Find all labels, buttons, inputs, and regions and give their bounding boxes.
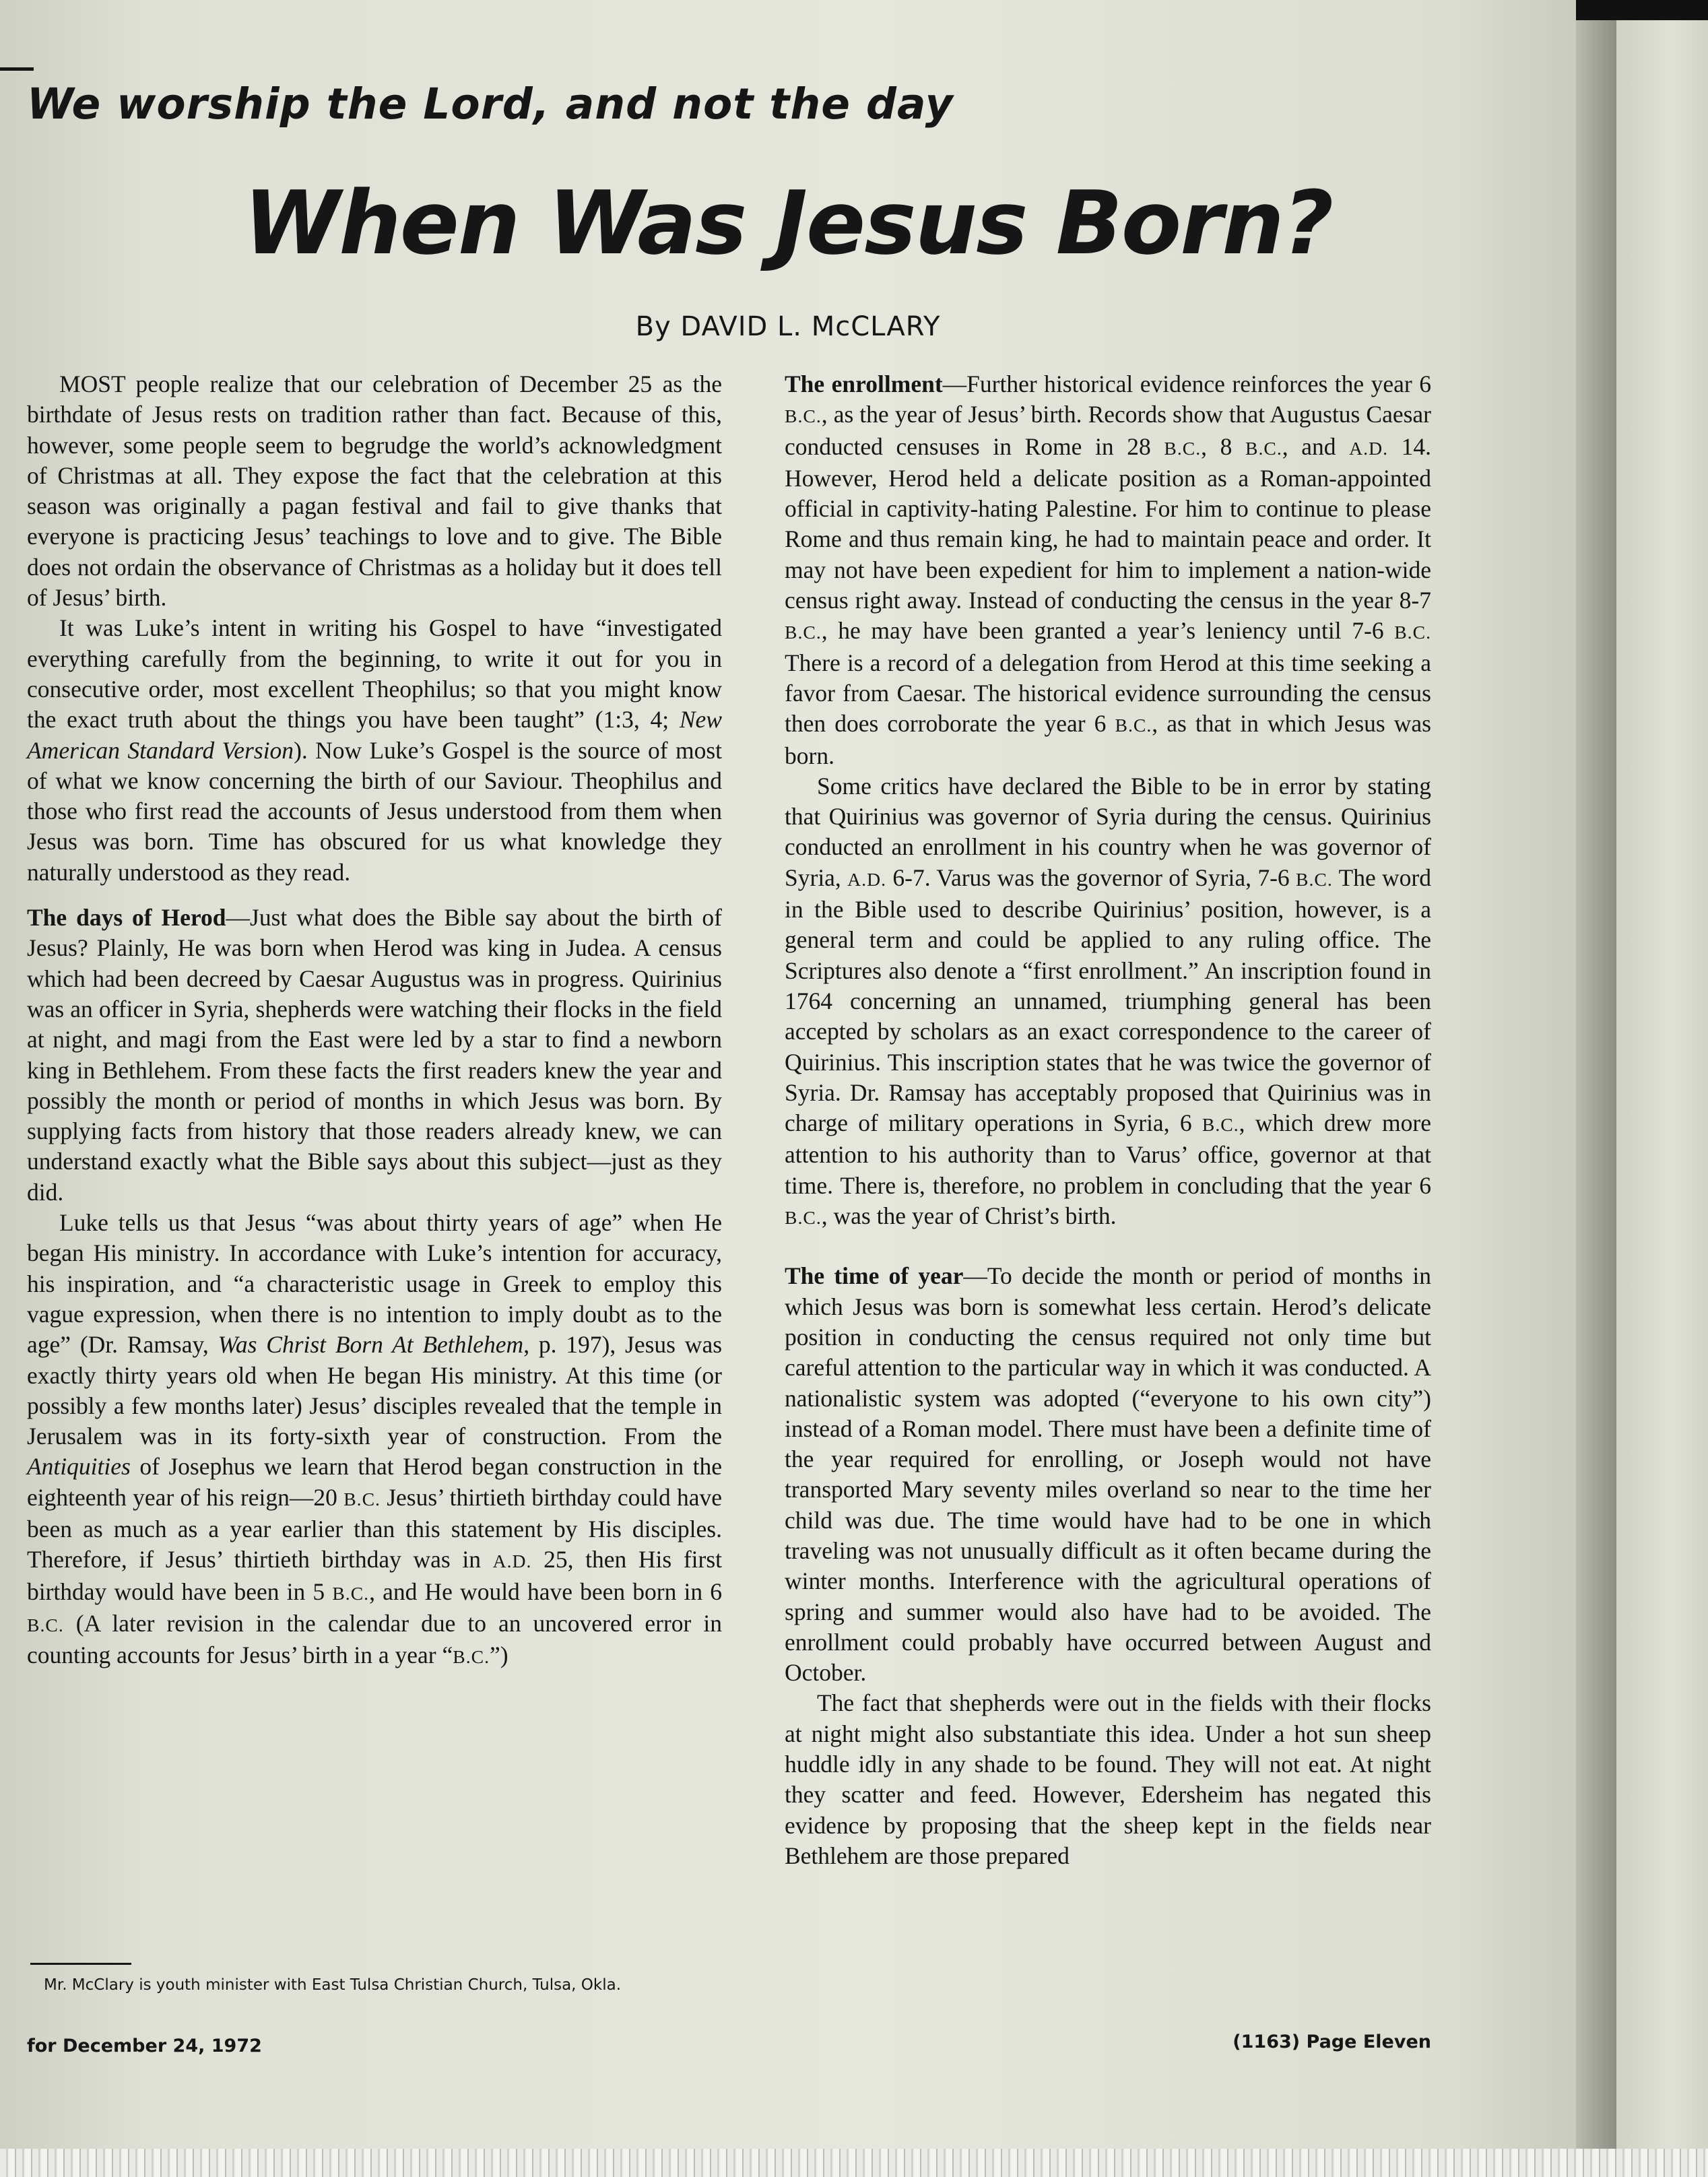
scan-background-corner — [1576, 0, 1708, 20]
footnote-rule — [30, 1963, 131, 1965]
article-kicker: We worship the Lord, and not the day — [27, 79, 954, 129]
book-title-antiquities: Antiquities — [27, 1453, 131, 1481]
article-byline: By DAVID L. McCLARY — [635, 311, 941, 342]
page-gutter-shadow — [1576, 0, 1616, 2177]
section-heading-time-of-year: The time of year — [785, 1262, 964, 1290]
section-heading-herod: The days of Herod — [27, 904, 226, 932]
issue-date: for December 24, 1972 — [27, 2036, 262, 2056]
shepherds-paragraph: The fact that shepherds were out in the fields with their flocks at night might also substantiate this idea. Under a hot sun sheep huddle idly in any shade to be found. They will not eat. At night they scatter and feed. However, Edersheim has negated this evidence by proposing that the sheep kept in the fields near Bethlehem are those prepared — [785, 1689, 1431, 1869]
luke-intent-paragraph: It was Luke’s intent in writing his Gospel to have “investigated everything carefully from the beginning, to write it out for you in consecutive order, most excellent Theophilus; so that you might know the exact truth about the things you have been taught” (1:3, 4; New American Standard Version). Now Luke’s Gospel is the source of most of what we know concerning the birth of our Saviour. Theophilus and those who first read the accounts of Jesus understood from them when Jesus was born. Time has obscured for us what knowledge they naturally understood as they read. — [27, 614, 722, 886]
section-days-of-herod: The days of Herod—Just what does the Bible say about the birth of Jesus? Plainly, He was born when Herod was king in Judea. A census which had been decreed by Caesar Augustus was in progress. Quirinius was an officer in Syria, shepherds were watching their flocks in the field at night, and magi from the East were led by a star to find a newborn king in Bethlehem. From these facts the first readers knew the year and possibly the month or period of months in which Jesus was born. By supplying facts from history that those readers already knew, we can understand exactly what the Bible says about this subject—just as they did. — [27, 904, 722, 1206]
book-title-ramsay: Was Christ Born At Bethlehem — [218, 1331, 524, 1359]
article-title: When Was Jesus Born? — [243, 172, 1333, 274]
adjacent-page-edge — [1616, 0, 1708, 2177]
page-number: (1163) Page Eleven — [1233, 2032, 1431, 2052]
intro-paragraph: MOST people realize that our celebration of December 25 as the birthdate of Jesus rests on tradition rather than fact. Because of this, however, some people seem to begrudge the world’s acknowledgment of Christmas at all. They expose the fact that the celebration at this season was originally a pagan festival and fail to give thanks that everyone is practicing Jesus’ teachings to love and to give. The Bible does not ordain the observance of Christmas as a holiday but it does tell of Jesus’ birth. — [27, 370, 722, 612]
quirinius-paragraph: Some critics have declared the Bible to be in error by stating that Quirinius was governor of Syria during the census. Quirinius conducted an enrollment in his country when he was governor of Syria, A.D. 6-7. Varus was the governor of Syria, 7-6 B.C. The word in the Bible used to describe Quirinius’ position, however, is a general term and could be applied to any ruling office. The Scriptures also denote a “first enrollment.” An inscription found in 1764 concerning an unnamed, triumphing general has been accepted by scholars as an exact correspondence to the career of Quirinius. This inscription states that he was twice the governor of Syria. Dr. Ramsay has acceptably proposed that Quirinius was in charge of military operations in Syria, 6 B.C., which drew more attention to his authority than to Varus’ office, governor at that time. There is, therefore, no problem in concluding that the year 6 B.C., was the year of Christ’s birth. — [785, 772, 1432, 1230]
author-footnote: Mr. McClary is youth minister with East Tulsa Christian Church, Tulsa, Okla. — [44, 1976, 622, 1994]
kicker-rule — [0, 67, 34, 71]
bible-version-title: New American Standard Version — [27, 706, 722, 764]
left-column — [27, 369, 722, 1672]
section-enrollment: The enrollment—Further historical evidence reinforces the year 6 B.C., as the year of Jesus’ birth. Records show that Augustus Caesar conducted censuses in Rome in 28 B.C., 8 B.C., and A.D. 14. However, Herod held a delicate position as a Roman-appointed official in captivity-hating Palestine. For him to continue to please Rome and thus remain king, he had to maintain peace and order. It may not have been expedient for him to implement a nation-wide census right away. Instead of conducting the census in the year 8-7 B.C., he may have been granted a year’s leniency until 7-6 B.C. There is a record of a delegation from Herod at this time seeking a favor from Caesar. The historical evidence surrounding the census then does corroborate the year 6 B.C., as that in which Jesus was born. — [785, 370, 1432, 769]
right-column — [785, 369, 1431, 1871]
thirty-years-paragraph: Luke tells us that Jesus “was about thirty years of age” when He began His ministry. In accordance with Luke’s intention for accuracy, his inspiration, and “a characteristic usage in Greek to employ this vague expression, when there is no intention to imply doubt as to the age” (Dr. Ramsay, Was Christ Born At Bethlehem, p. 197), Jesus was exactly thirty years old when He began His ministry. At this time (or possibly a few months later) Jesus’ disciples revealed that the temple in Jerusalem was in its forty-sixth year of construction. From the Antiquities of Josephus we learn that Herod began construction in the eighteenth year of his reign—20 B.C. Jesus’ thirtieth birthday could have been as much as a year earlier than this statement by His disciples. Therefore, if Jesus’ thirtieth birthday was in A.D. 25, then His first birthday would have been in 5 B.C., and He would have been born in 6 B.C. (A later revision in the calendar due to an uncovered error in counting accounts for Jesus’ birth in a year “B.C.”) — [27, 1209, 723, 1669]
scan-bottom-strip — [0, 2149, 1708, 2177]
section-heading-enrollment: The enrollment — [785, 370, 943, 397]
section-time-of-year: The time of year—To decide the month or period of months in which Jesus was born is somewhat less certain. Herod’s delicate position in conducting the census required not only time but careful attention to the particular way in which it was conducted. A nationalistic system was adopted (“everyone to his own city”) instead of a Roman model. There must have been a definite time of the year required for enrolling, or Joseph would not have transported Mary seventy miles overland so near to the time her child was due. The time would have had to be one in which traveling was not unusually difficult as it often became during the winter months. Interference with the agricultural operations of spring and summer would also have had to be avoided. The enrollment could probably have occurred between August and October. — [785, 1262, 1431, 1687]
